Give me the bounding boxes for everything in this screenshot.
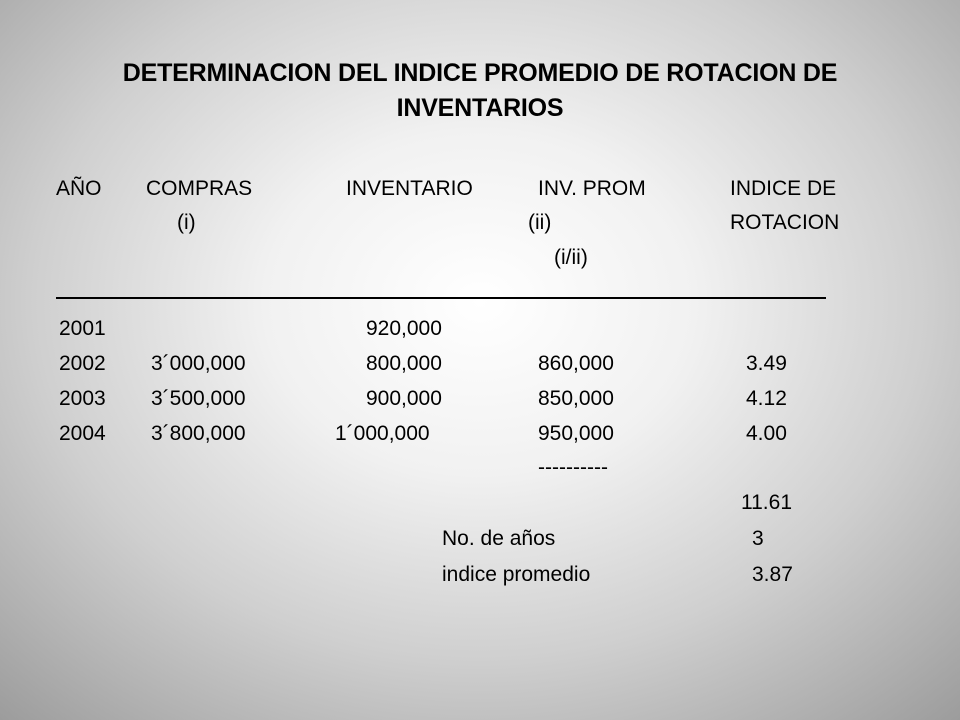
row-2003-purchases: 3´500,000 bbox=[151, 387, 246, 410]
row-2003-avg: 850,000 bbox=[538, 387, 614, 410]
row-2001-year: 2001 bbox=[59, 317, 106, 340]
header-turnover: INDICE DE bbox=[730, 177, 837, 200]
title-line-2: INVENTARIOS bbox=[396, 94, 564, 122]
row-2001-inventory: 920,000 bbox=[366, 317, 442, 340]
row-2002-year: 2002 bbox=[59, 352, 106, 375]
slide-title bbox=[40, 56, 920, 126]
header-year: AÑO bbox=[56, 177, 102, 200]
row-2002-avg: 860,000 bbox=[538, 352, 614, 375]
row-2002-purchases: 3´000,000 bbox=[151, 352, 246, 375]
avg-index-value: 3.87 bbox=[752, 563, 793, 586]
row-2003-index: 4.12 bbox=[746, 387, 787, 410]
sum-separator: ---------- bbox=[538, 456, 608, 479]
sum-index-value: 11.61 bbox=[741, 491, 792, 514]
row-2004-index: 4.00 bbox=[746, 422, 787, 445]
header-turnover-2: ROTACION bbox=[730, 211, 840, 234]
row-2004-purchases: 3´800,000 bbox=[151, 422, 246, 445]
row-2004-avg: 950,000 bbox=[538, 422, 614, 445]
years-label: No. de años bbox=[442, 527, 556, 550]
header-purchases: COMPRAS bbox=[146, 177, 253, 200]
row-2004-year: 2004 bbox=[59, 422, 106, 445]
title-line-1: DETERMINACION DEL INDICE PROMEDIO DE ROTACION DE bbox=[122, 59, 838, 87]
years-value: 3 bbox=[752, 527, 764, 550]
header-inventory: INVENTARIO bbox=[346, 177, 473, 200]
avg-index-label: indice promedio bbox=[442, 563, 591, 586]
header-purchases-sub: (i) bbox=[177, 211, 196, 234]
header-turnover-sub: (i/ii) bbox=[554, 246, 588, 269]
header-avg-inventory-sub: (ii) bbox=[528, 211, 552, 234]
header-rule bbox=[56, 297, 826, 299]
row-2003-inventory: 900,000 bbox=[366, 387, 442, 410]
row-2002-index: 3.49 bbox=[746, 352, 787, 375]
row-2002-inventory: 800,000 bbox=[366, 352, 442, 375]
row-2004-inventory: 1´000,000 bbox=[335, 422, 430, 445]
row-2003-year: 2003 bbox=[59, 387, 106, 410]
header-avg-inventory: INV. PROM bbox=[538, 177, 646, 200]
